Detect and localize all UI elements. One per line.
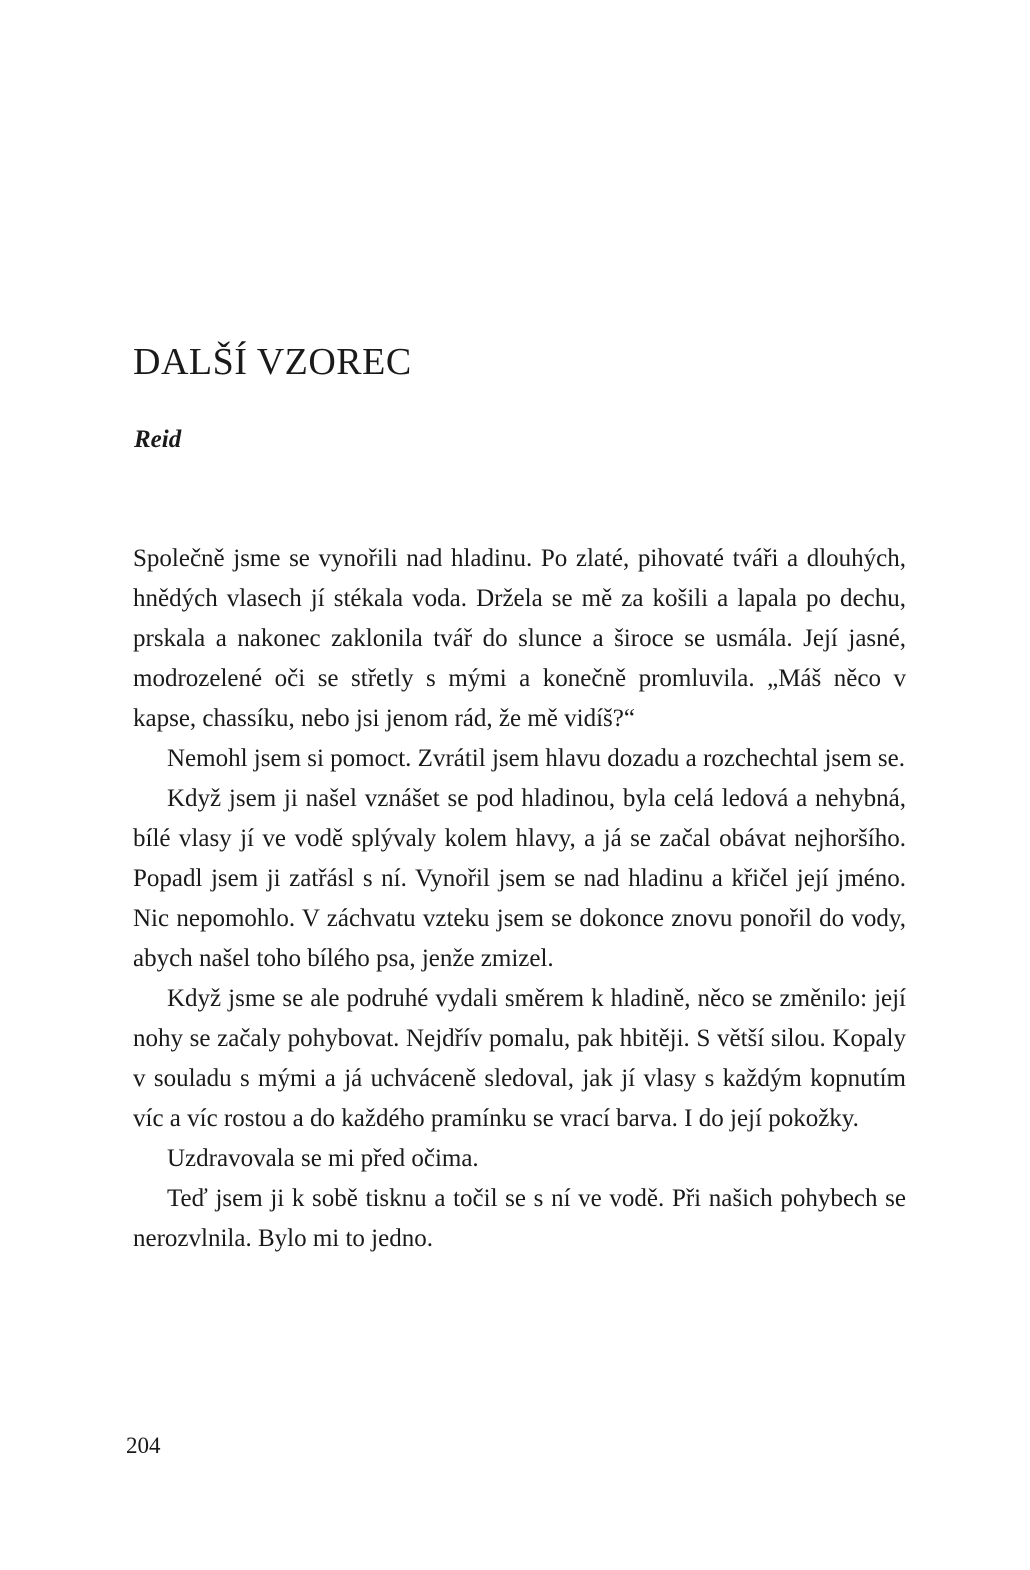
- paragraph: Nemohl jsem si pomoct. Zvrátil jsem hlavu dozadu a rozchechtal jsem se.: [167, 745, 905, 772]
- paragraph: Když jsem ji našel vznášet se pod hladinou, byla celá ledová a nehybná, bílé vlasy jí ve vodě splývaly kolem hlavy, a já se začal obávat nejhoršího. Popadl jsem ji zatřásl s ní. Vynořil jsem se nad hladinu a křičel její jméno. Nic nepomohlo. V záchvatu vzteku jsem se dokonce znovu ponořil do vody, abych našel toho bílého psa, jenže zmizel.: [133, 785, 906, 972]
- chapter-narrator: Reid: [134, 426, 182, 453]
- page-number: 204: [126, 1433, 161, 1458]
- paragraph: Uzdravovala se mi před očima.: [167, 1145, 479, 1172]
- paragraph: Když jsme se ale podruhé vydali směrem k hladině, něco se změnilo: její nohy se začaly pohybovat. Nejdřív pomalu, pak hbitěji. S větší silou. Kopaly v souladu s mými a já uchváceně sledoval, jak jí vlasy s každým kopnutím víc a víc rostou a do každého pramínku se vrací barva. I do její pokožky.: [133, 985, 906, 1132]
- chapter-title: DALŠÍ VZOREC: [133, 341, 412, 383]
- chapter-body: [133, 539, 906, 1259]
- paragraph: Teď jsem ji k sobě tisknu a točil se s ní ve vodě. Při našich pohybech se nerozvlnila. Bylo mi to jedno.: [133, 1185, 906, 1252]
- paragraph: Společně jsme se vynořili nad hladinu. Po zlaté, pihovaté tváři a dlouhých, hnědých vlasech jí stékala voda. Držela se mě za košili a lapala po dechu, prskala a nakonec zaklonila tvář do slunce a široce se usmála. Její jasné, modrozelené oči se střetly s mými a konečně promluvila. „Máš něco v kapse, chassíku, nebo jsi jenom rád, že mě vidíš?“: [133, 545, 906, 732]
